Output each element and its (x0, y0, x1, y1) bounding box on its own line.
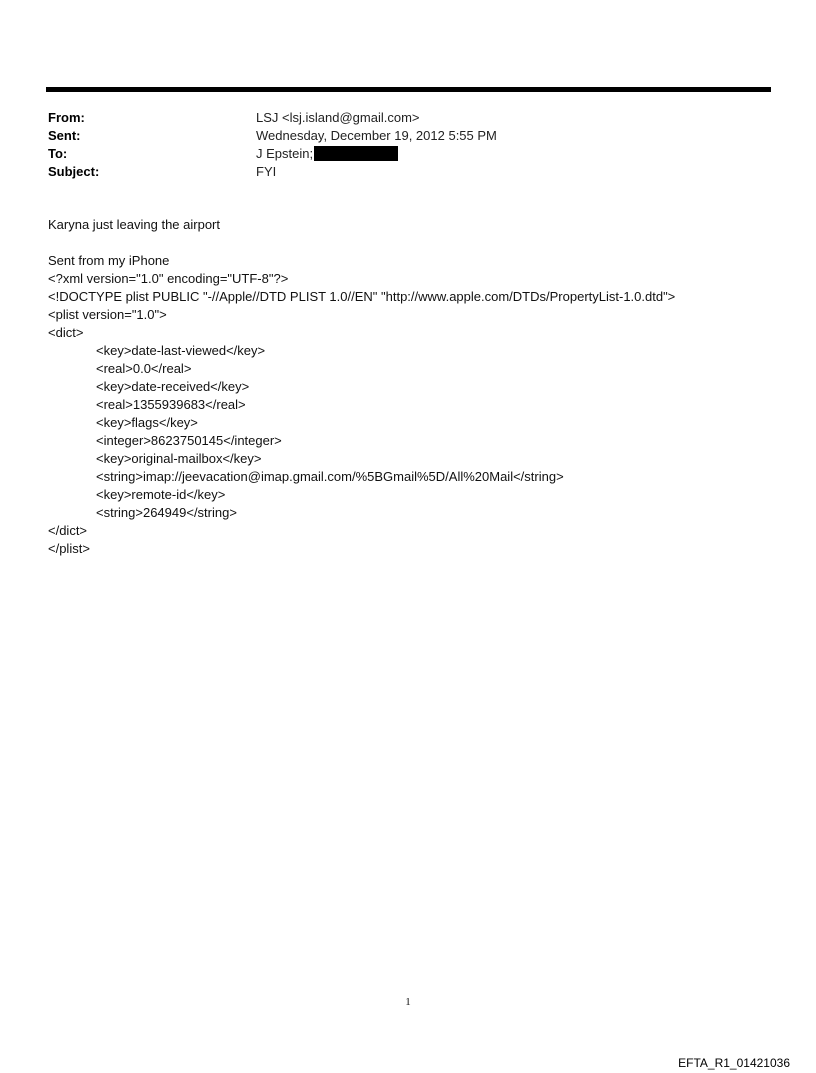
dict-line: <integer>8623750145</integer> (96, 433, 282, 448)
subject-value: FYI (256, 163, 277, 179)
to-value: J Epstein; (256, 145, 314, 161)
email-body (48, 216, 788, 558)
plist-close: </plist> (48, 541, 90, 556)
page-number: 1 (405, 996, 411, 1008)
dict-line: <key>flags</key> (96, 415, 198, 430)
dict-line: <real>0.0</real> (96, 361, 192, 376)
to-value-wrap (256, 146, 398, 161)
to-row (48, 144, 768, 162)
dict-line: <key>date-last-viewed</key> (96, 343, 266, 358)
from-row (48, 108, 768, 126)
subject-row (48, 162, 768, 180)
dict-line: <string>264949</string> (96, 505, 237, 520)
from-value: LSJ <lsj.island@gmail.com> (256, 109, 420, 125)
email-header (48, 108, 768, 180)
signature-text: Sent from my iPhone (48, 253, 170, 268)
to-label: To: (48, 145, 68, 161)
doctype-line: <!DOCTYPE plist PUBLIC "-//Apple//DTD PLIST 1.0//EN" "http://www.apple.com/DTDs/PropertyList-1.0.dtd"> (48, 289, 676, 304)
sent-value: Wednesday, December 19, 2012 5:55 PM (256, 127, 497, 143)
dict-line: <key>date-received</key> (96, 379, 250, 394)
plist-open: <plist version="1.0"> (48, 307, 167, 322)
redaction-box (314, 146, 398, 161)
dict-line: <string>imap://jeevacation@imap.gmail.com/%5BGmail%5D/All%20Mail</string> (96, 469, 564, 484)
xml-declaration: <?xml version="1.0" encoding="UTF-8"?> (48, 271, 289, 286)
sent-row (48, 126, 768, 144)
spacer (48, 234, 788, 252)
dict-open: <dict> (48, 325, 84, 340)
message-text: Karyna just leaving the airport (48, 217, 220, 232)
bates-number: EFTA_R1_01421036 (678, 1056, 790, 1070)
sent-label: Sent: (48, 127, 81, 143)
dict-line: <real>1355939683</real> (96, 397, 246, 412)
dict-line: <key>remote-id</key> (96, 487, 226, 502)
header-rule (46, 87, 771, 92)
dict-line: <key>original-mailbox</key> (96, 451, 262, 466)
subject-label: Subject: (48, 163, 100, 179)
from-label: From: (48, 109, 85, 125)
dict-close: </dict> (48, 523, 88, 538)
